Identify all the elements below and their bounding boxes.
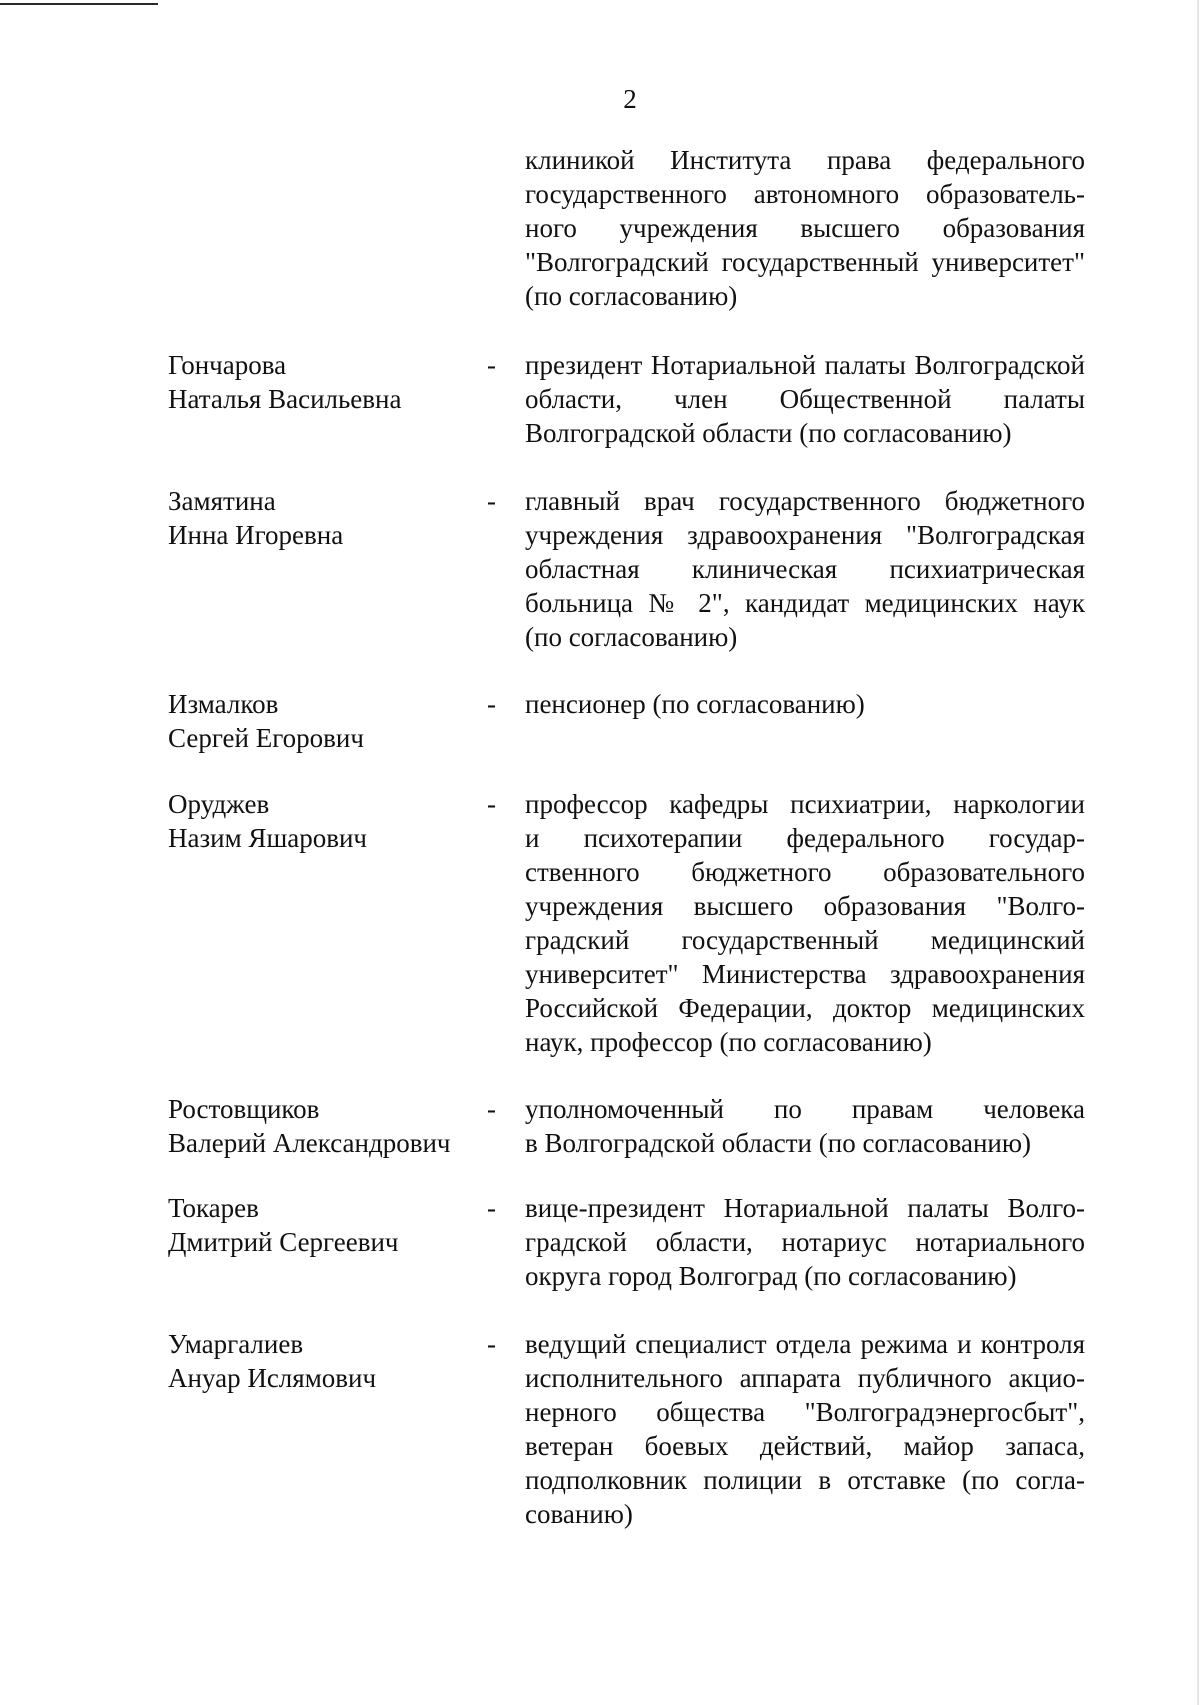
description-line: в Волгоградской области (по согласованию) (525, 1128, 1032, 1158)
description-line: Российской Федерации, доктор медицинских (525, 993, 1085, 1023)
member-description (525, 1191, 1085, 1293)
member-surname: Гончарова (168, 350, 287, 380)
description-line: Волгоградской области (по согласованию) (525, 418, 1012, 448)
member-given-name: Валерий Александрович (168, 1128, 451, 1158)
description-line: университет" Министерства здравоохранения (525, 959, 1085, 989)
member-surname: Токарев (168, 1193, 259, 1223)
member-surname: Оруджев (168, 789, 270, 819)
member-dash: - (487, 1329, 496, 1359)
member-given-name: Наталья Васильевна (168, 384, 402, 414)
scan-mark (0, 3, 158, 5)
description-line: пенсионер (по согласованию) (525, 689, 865, 719)
member-description (525, 1092, 1085, 1160)
member-dash: - (487, 350, 496, 380)
continuation-line: "Волгоградский государственный университет" (525, 247, 1085, 277)
member-name (168, 484, 488, 552)
description-line: уполномоченный по правам человека (525, 1094, 1085, 1124)
member-name (168, 687, 488, 755)
description-line: (по согласованию) (525, 622, 738, 652)
continuation-line: (по согласованию) (525, 281, 738, 311)
member-dash: - (487, 1094, 496, 1124)
description-line: округа город Волгоград (по согласованию) (525, 1261, 1017, 1291)
member-name (168, 348, 488, 416)
description-line: нерного общества "Волгоградэнергосбыт", (525, 1397, 1085, 1427)
member-dash: - (487, 486, 496, 516)
member-description (525, 348, 1085, 450)
member-given-name: Сергей Егорович (168, 723, 364, 753)
page-number: 2 (623, 84, 637, 114)
description-line: области, член Общественной палаты (525, 384, 1085, 414)
description-line: ведущий специалист отдела режима и контроля (525, 1329, 1085, 1359)
member-dash: - (487, 1193, 496, 1223)
description-line: градской области, нотариус нотариального (525, 1227, 1085, 1257)
description-line: ветеран боевых действий, майор запаса, (525, 1431, 1085, 1461)
description-line: сованию) (525, 1499, 633, 1529)
member-dash: - (487, 689, 496, 719)
continuation-line: государственного автономного образователь- (525, 179, 1085, 209)
member-dash: - (487, 789, 496, 819)
description-line: вице-президент Нотариальной палаты Волго- (525, 1193, 1085, 1223)
continuation-line: клиникой Института права федерального (525, 145, 1085, 175)
member-description (525, 484, 1085, 654)
member-name (168, 1092, 488, 1160)
continuation-text (525, 143, 1085, 313)
description-line: и психотерапии федерального государ- (525, 823, 1085, 853)
description-line: учреждения высшего образования "Волго- (525, 891, 1085, 921)
member-description (525, 787, 1085, 1059)
member-name (168, 1327, 488, 1395)
continuation-line: ного учреждения высшего образования (525, 213, 1085, 243)
member-surname: Измалков (168, 689, 279, 719)
member-description (525, 1327, 1085, 1531)
member-description (525, 687, 1085, 721)
member-given-name: Ануар Ислямович (168, 1363, 377, 1393)
description-line: больница № 2", кандидат медицинских наук (525, 588, 1085, 618)
description-line: градский государственный медицинский (525, 925, 1085, 955)
description-line: подполковник полиции в отставке (по согла- (525, 1465, 1085, 1495)
member-given-name: Дмитрий Сергеевич (168, 1227, 399, 1257)
description-line: учреждения здравоохранения "Волгоградская (525, 520, 1085, 550)
member-given-name: Инна Игоревна (168, 520, 344, 550)
member-given-name: Назим Яшарович (168, 823, 367, 853)
description-line: главный врач государственного бюджетного (525, 486, 1085, 516)
description-line: наук, профессор (по согласованию) (525, 1027, 932, 1057)
member-surname: Замятина (168, 486, 276, 516)
description-line: исполнительного аппарата публичного акцио- (525, 1363, 1085, 1393)
member-surname: Умаргалиев (168, 1329, 304, 1359)
description-line: президент Нотариальной палаты Волгоградской (525, 350, 1085, 380)
member-surname: Ростовщиков (168, 1094, 320, 1124)
member-name (168, 1191, 488, 1259)
description-line: профессор кафедры психиатрии, наркологии (525, 789, 1085, 819)
scan-edge (1197, 0, 1199, 1705)
description-line: ственного бюджетного образовательного (525, 857, 1085, 887)
description-line: областная клиническая психиатрическая (525, 554, 1085, 584)
member-name (168, 787, 488, 855)
